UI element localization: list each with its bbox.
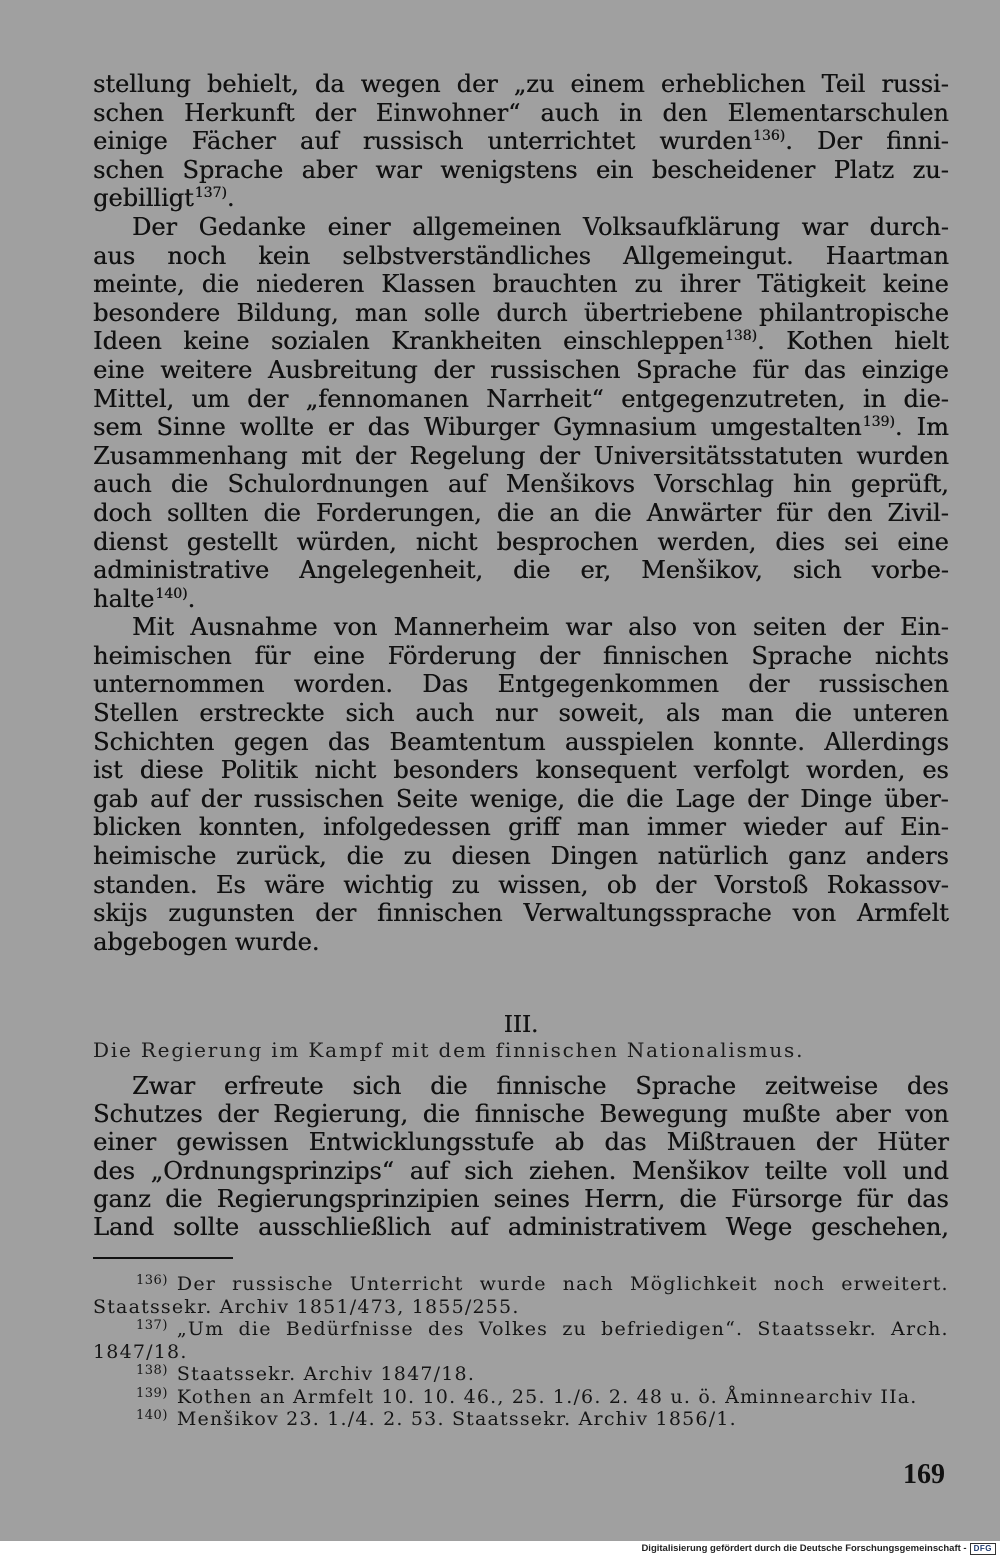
line-text: sem Sinne wollte er das Wiburger Gymnasium umgestalten (93, 413, 862, 442)
line-text: Der Gedanke einer allgemeinen Volksaufklärung war durch- (132, 212, 949, 241)
text-line (93, 442, 949, 471)
line-text: ganz die Regierungsprinzipien seines Herrn, die Fürsorge für das (93, 1184, 949, 1213)
footnote-line (93, 1386, 949, 1409)
line-content (93, 871, 949, 900)
text-line (93, 842, 949, 871)
text-line (93, 899, 949, 928)
line-text: Mit Ausnahme von Mannerheim war also von seiten der Ein- (132, 613, 949, 642)
footnote-number: 138) (136, 1363, 168, 1378)
text-line (93, 1128, 949, 1156)
line-content (93, 413, 949, 442)
line-text: Schichten gegen das Beamtentum ausspielen konnte. Allerdings (93, 727, 949, 756)
line-text: Schutzes der Regierung, die finnische Bewegung mußte aber von (93, 1100, 949, 1129)
footnote-number: 137) (136, 1318, 168, 1333)
footnote (93, 1363, 949, 1386)
text-line (93, 699, 949, 728)
text-line (93, 327, 949, 356)
line-content (93, 1296, 520, 1319)
line-content (93, 1157, 949, 1185)
dfg-logo: DFG (970, 1543, 996, 1555)
line-content (93, 356, 949, 385)
footnotes (93, 1273, 949, 1431)
footnote-ref: 138) (724, 328, 757, 345)
line-content (93, 1185, 949, 1213)
line-content (93, 442, 949, 471)
footnote-text: Kothen an Armfelt 10. 10. 46., 25. 1./6. 2. 48 u. ö. Åminnearchiv IIa. (176, 1385, 918, 1408)
footnote-text: Menšikov 23. 1./4. 2. 53. Staatssekr. Archiv 1856/1. (176, 1408, 737, 1430)
footnote-number: 136) (136, 1273, 168, 1288)
line-text: gebilligt (93, 184, 194, 213)
line-content (93, 99, 949, 128)
footnote (93, 1318, 949, 1363)
line-text: Land sollte ausschließlich auf administrativem Wege geschehen, (93, 1213, 949, 1242)
line-content (132, 613, 949, 642)
line-text: besondere Bildung, man solle durch übertriebene philantropische (93, 298, 949, 327)
footnote (93, 1386, 949, 1409)
text-line (93, 270, 949, 299)
line-text: des „Ordnungsprinzips“ auf sich ziehen. Menšikov teilte voll und (93, 1156, 949, 1185)
line-text: einige Fächer auf russisch unterrichtet wurden (93, 127, 752, 156)
section-title: Die Regierung im Kampf mit dem finnischen Nationalismus. (93, 1038, 805, 1062)
footnote-text: „Um die Bedürfnisse des Volkes zu befriedigen“. Staatssekr. Arch. (176, 1318, 949, 1340)
footnote-line (93, 1273, 949, 1296)
paragraph (93, 613, 949, 956)
line-content (93, 756, 949, 785)
line-content (93, 670, 949, 699)
line-content (136, 1273, 949, 1296)
footnote-number: 140) (136, 1408, 168, 1423)
line-text: Mittel, um der „fennomanen Narrheit“ entgegenzutreten, in die- (93, 384, 949, 413)
footnote-line (93, 1341, 949, 1364)
line-text: administrative Angelegenheit, die er, Menšikov, sich vorbe- (93, 556, 949, 585)
line-content (93, 528, 949, 557)
credit-strip (0, 1541, 1000, 1557)
footnote (93, 1408, 949, 1431)
text-line (93, 356, 949, 385)
line-text: ist diese Politik nicht besonders konsequent verfolgt worden, es (93, 756, 949, 785)
paragraph (93, 213, 949, 613)
text-line (93, 127, 949, 156)
line-text: . (187, 584, 196, 613)
line-content (93, 728, 949, 757)
footnote-ref: 139) (862, 414, 895, 431)
line-text: aus noch kein selbstverständliches Allgemeingut. Haartman (93, 241, 949, 270)
footnote-text: 1847/18. (93, 1340, 188, 1363)
line-content (93, 327, 949, 356)
line-content (93, 899, 949, 928)
line-text: doch sollten die Forderungen, die an die Anwärter für den Zivil- (93, 498, 949, 527)
footnote-rule (93, 1257, 233, 1259)
line-text: stellung behielt, da wegen der „zu einem erheblichen Teil russi- (93, 70, 949, 98)
line-text: unternommen worden. Das Entgegenkommen der russischen (93, 670, 949, 699)
line-text: gab auf der russischen Seite wenige, die die Lage der Dinge über- (93, 784, 949, 813)
line-text: . (226, 184, 235, 213)
text-line (93, 813, 949, 842)
text-line (93, 642, 949, 671)
line-content (93, 70, 949, 99)
text-line (93, 413, 949, 442)
paragraph (93, 70, 949, 213)
line-content (136, 1386, 918, 1409)
line-text: skijs zugunsten der finnischen Verwaltungssprache von Armfelt (93, 899, 949, 928)
line-text: Stellen erstreckte sich auch nur soweit, als man die unteren (93, 699, 949, 728)
line-content (136, 1318, 949, 1341)
text-line (93, 470, 949, 499)
text-line (93, 728, 949, 757)
line-text: . Im (894, 413, 949, 442)
text-line (93, 156, 949, 185)
footnote-line (93, 1318, 949, 1341)
text-line (93, 871, 949, 900)
line-content (93, 1100, 949, 1128)
footnote-text: Staatssekr. Archiv 1851/473, 1855/255. (93, 1295, 520, 1318)
section-text (93, 1072, 949, 1241)
line-text: auch die Schulordnungen auf Menšikovs Vorschlag hin geprüft, (93, 470, 949, 499)
line-text: Zusammenhang mit der Regelung der Universitätsstatuten wurden (93, 441, 949, 470)
line-content (93, 785, 949, 814)
text-line (93, 1072, 949, 1100)
footnote-text: Staatssekr. Archiv 1847/18. (176, 1363, 476, 1385)
text-line (93, 99, 949, 128)
line-content (132, 213, 949, 242)
line-content (93, 842, 949, 871)
line-text: abgebogen wurde. (93, 927, 320, 956)
footnote-number: 139) (136, 1385, 168, 1401)
text-line (93, 299, 949, 328)
line-content (93, 270, 949, 299)
line-content (93, 699, 949, 728)
line-text: Ideen keine sozialen Krankheiten einschleppen (93, 327, 724, 356)
text-line (93, 556, 949, 585)
line-text: eine weitere Ausbreitung der russischen Sprache für das einzige (93, 355, 949, 384)
text-line (93, 528, 949, 557)
line-text: blicken konnten, infolgedessen griff man immer wieder auf Ein- (93, 813, 949, 842)
text-line (93, 1100, 949, 1128)
line-content (93, 385, 949, 414)
section-numeral: III. (503, 1012, 539, 1038)
text-line (93, 184, 949, 213)
line-text: einer gewissen Entwicklungsstufe ab das Mißtrauen der Hüter (93, 1128, 949, 1157)
line-content (93, 1128, 949, 1156)
footnote-ref: 137) (194, 185, 227, 202)
footnote-ref: 140) (155, 585, 188, 602)
footnote-line (93, 1408, 949, 1431)
footnote-ref: 136) (752, 128, 786, 145)
footnote (93, 1273, 949, 1318)
line-text: heimische zurück, die zu diesen Dingen natürlich ganz anders (93, 842, 949, 871)
line-content (136, 1408, 737, 1431)
footnote-line (93, 1296, 949, 1319)
line-text: . Der finni- (785, 127, 949, 156)
line-content (93, 585, 195, 614)
text-line (93, 1213, 949, 1241)
text-line (93, 756, 949, 785)
credit-text: Digitalisierung gefördert durch die Deutsche Forschungsgemeinschaft - (641, 1543, 967, 1554)
line-content (93, 184, 234, 213)
text-line (93, 499, 949, 528)
line-text: halte (93, 584, 155, 613)
text-line (93, 70, 949, 99)
text-line (93, 1185, 949, 1213)
text-line (93, 928, 949, 957)
line-text: schen Sprache aber war wenigstens ein bescheidener Platz zu- (93, 155, 949, 184)
text-line (93, 670, 949, 699)
page-number: 169 (903, 1459, 945, 1490)
line-content (93, 242, 949, 271)
line-content (93, 928, 319, 957)
paragraph (93, 1072, 949, 1241)
text-line (93, 613, 949, 642)
text-line (93, 242, 949, 271)
line-content (93, 470, 949, 499)
line-text: heimischen für eine Förderung der finnischen Sprache nichts (93, 641, 949, 670)
line-content (93, 299, 949, 328)
line-content (93, 127, 949, 156)
line-text: schen Herkunft der Einwohner“ auch in den Elementarschulen (93, 98, 949, 127)
line-text: meinte, die niederen Klassen brauchten zu ihrer Tätigkeit keine (93, 270, 949, 299)
line-text: Zwar erfreute sich die finnische Sprache zeitweise des (132, 1072, 949, 1100)
line-content (93, 556, 949, 585)
footnote-line (93, 1363, 949, 1386)
line-content (93, 156, 949, 185)
footnote-text: Der russische Unterricht wurde nach Möglichkeit noch erweitert. (176, 1273, 949, 1295)
line-text: standen. Es wäre wichtig zu wissen, ob der Vorstoß Rokassov- (93, 870, 949, 899)
main-text (93, 70, 949, 956)
text-line (93, 1157, 949, 1185)
line-content (93, 813, 949, 842)
text-line (93, 585, 949, 614)
text-line (93, 385, 949, 414)
line-content (132, 1072, 949, 1100)
line-text: dienst gestellt würden, nicht besprochen werden, dies sei eine (93, 527, 949, 556)
text-line (93, 785, 949, 814)
line-text: . Kothen hielt (756, 327, 949, 356)
line-content (93, 1341, 188, 1364)
line-content (93, 1213, 949, 1241)
text-line (93, 213, 949, 242)
line-content (93, 642, 949, 671)
line-content (136, 1363, 475, 1386)
line-content (93, 499, 949, 528)
